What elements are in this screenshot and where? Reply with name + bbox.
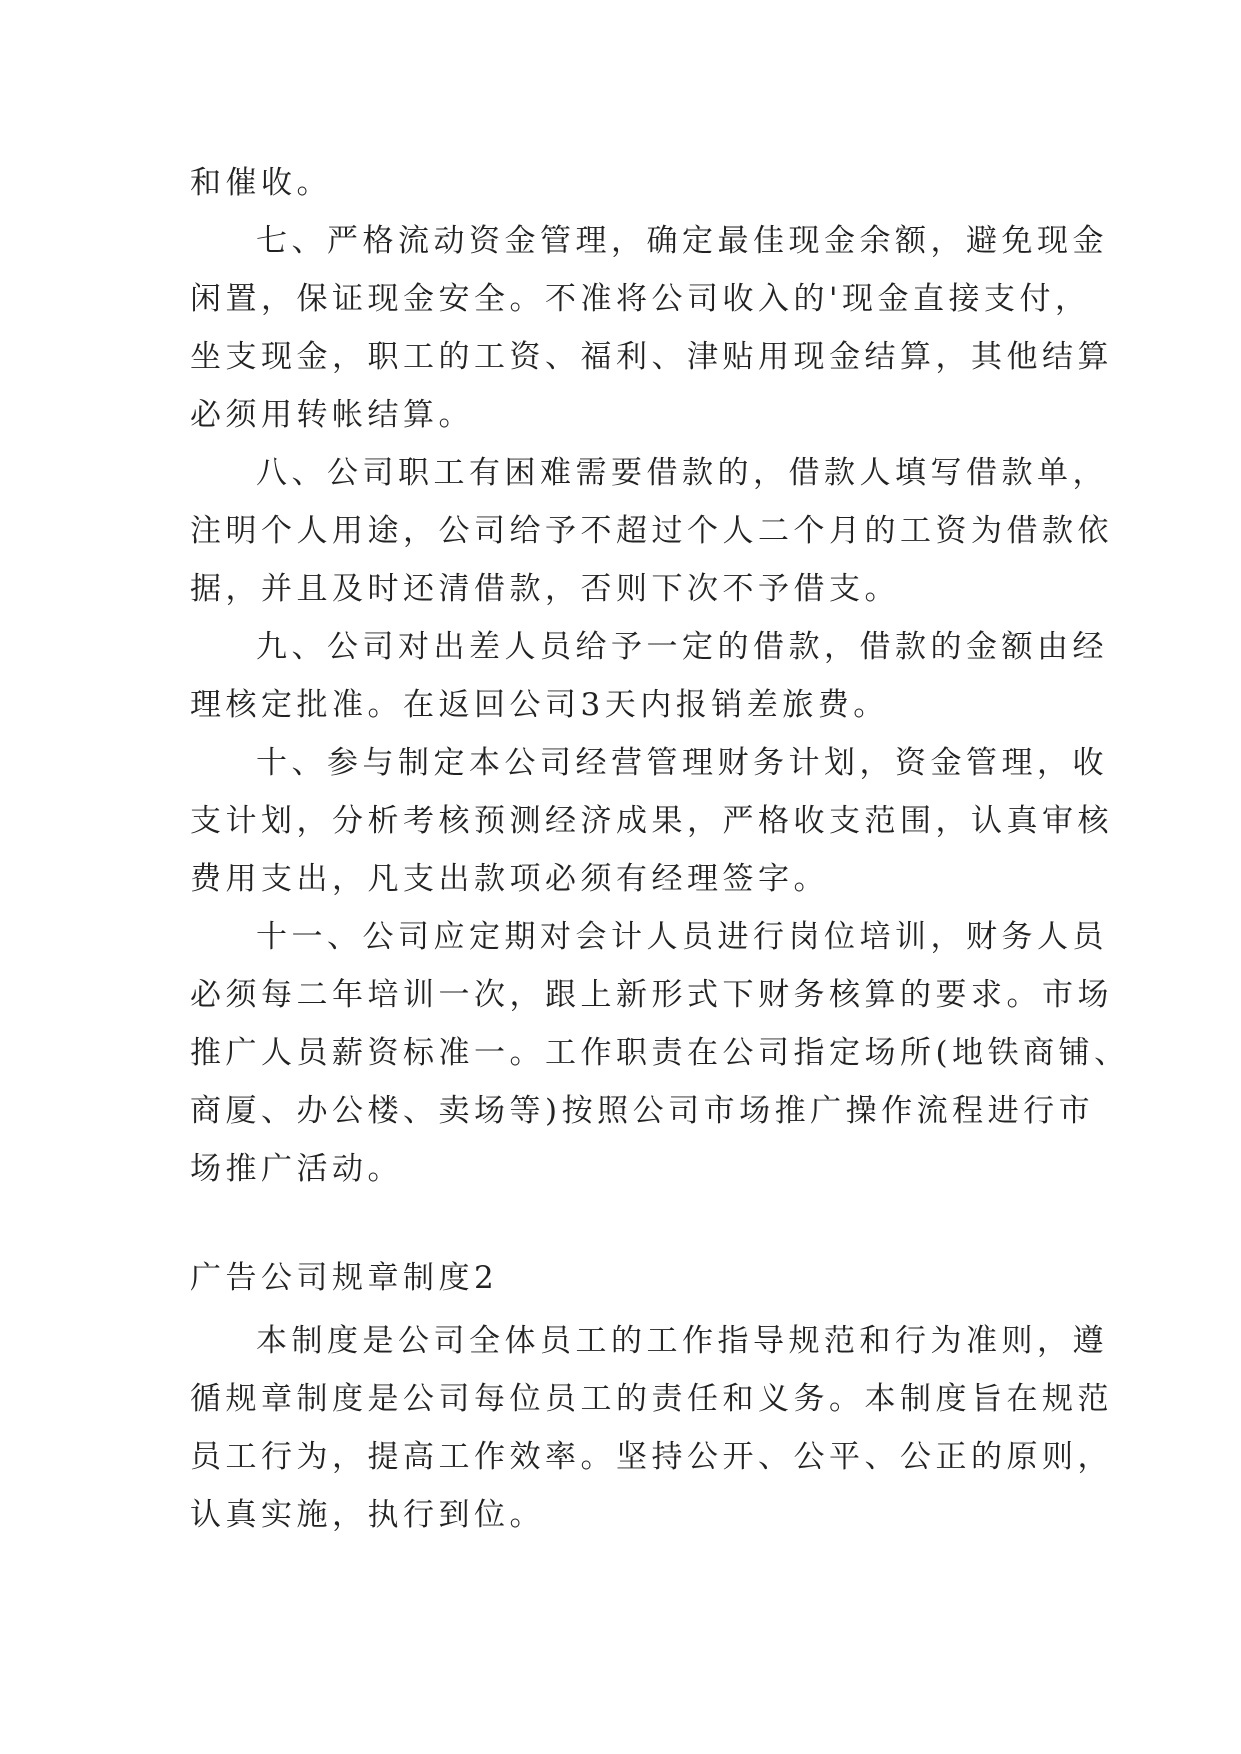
paragraph-8	[190, 444, 1113, 618]
paragraph-10	[190, 734, 1113, 908]
paragraph-line: 必须用转帐结算。	[190, 397, 474, 433]
paragraph-line: 费用支出，凡支出款项必须有经理签字。	[190, 861, 829, 897]
paragraph-line: 八、公司职工有困难需要借款的，借款人填写借款单，	[256, 455, 1108, 491]
paragraph-line: 商厦、办公楼、卖场等)按照公司市场推广操作流程进行市	[190, 1093, 1095, 1129]
paragraph-line: 场推广活动。	[190, 1151, 403, 1187]
document-body	[190, 154, 1130, 1198]
section-heading	[190, 1249, 1050, 1307]
paragraph-line: 理核定批准。在返回公司3天内报销差旅费。	[190, 687, 889, 723]
paragraph-line: 必须每二年培训一次，跟上新形式下财务核算的要求。市场	[190, 977, 1113, 1013]
paragraph-line: 据，并且及时还清借款，否则下次不予借支。	[190, 571, 900, 607]
paragraph-line: 坐支现金，职工的工资、福利、津贴用现金结算，其他结算	[190, 339, 1113, 375]
section-paragraph	[190, 1312, 1113, 1544]
paragraph-7	[190, 212, 1113, 444]
paragraph-line: 闲置，保证现金安全。不准将公司收入的'现金直接支付，	[190, 281, 1091, 317]
paragraph-line: 本制度是公司全体员工的工作指导规范和行为准则，遵	[256, 1323, 1108, 1359]
paragraph-line: 注明个人用途，公司给予不超过个人二个月的工资为借款依	[190, 513, 1113, 549]
paragraph-9	[190, 618, 1108, 734]
paragraph-line: 认真实施，执行到位。	[190, 1497, 545, 1533]
paragraph-line: 七、严格流动资金管理，确定最佳现金余额，避免现金	[256, 223, 1108, 259]
paragraph-11	[190, 908, 1130, 1198]
continued-line: 和催收。	[190, 165, 332, 201]
paragraph-line: 循规章制度是公司每位员工的责任和义务。本制度旨在规范	[190, 1381, 1113, 1417]
paragraph-line: 十一、公司应定期对会计人员进行岗位培训，财务人员	[256, 919, 1108, 955]
paragraph-line: 十、参与制定本公司经营管理财务计划，资金管理，收	[256, 745, 1108, 781]
paragraph-line: 员工行为，提高工作效率。坚持公开、公平、公正的原则，	[190, 1439, 1113, 1475]
paragraph-line: 支计划，分析考核预测经济成果，严格收支范围，认真审核	[190, 803, 1113, 839]
section-title: 广告公司规章制度2	[190, 1260, 499, 1296]
paragraph-line: 九、公司对出差人员给予一定的借款，借款的金额由经	[256, 629, 1108, 665]
paragraph-line: 推广人员薪资标准一。工作职责在公司指定场所(地铁商铺、	[190, 1035, 1130, 1071]
section-body	[190, 1312, 1113, 1544]
